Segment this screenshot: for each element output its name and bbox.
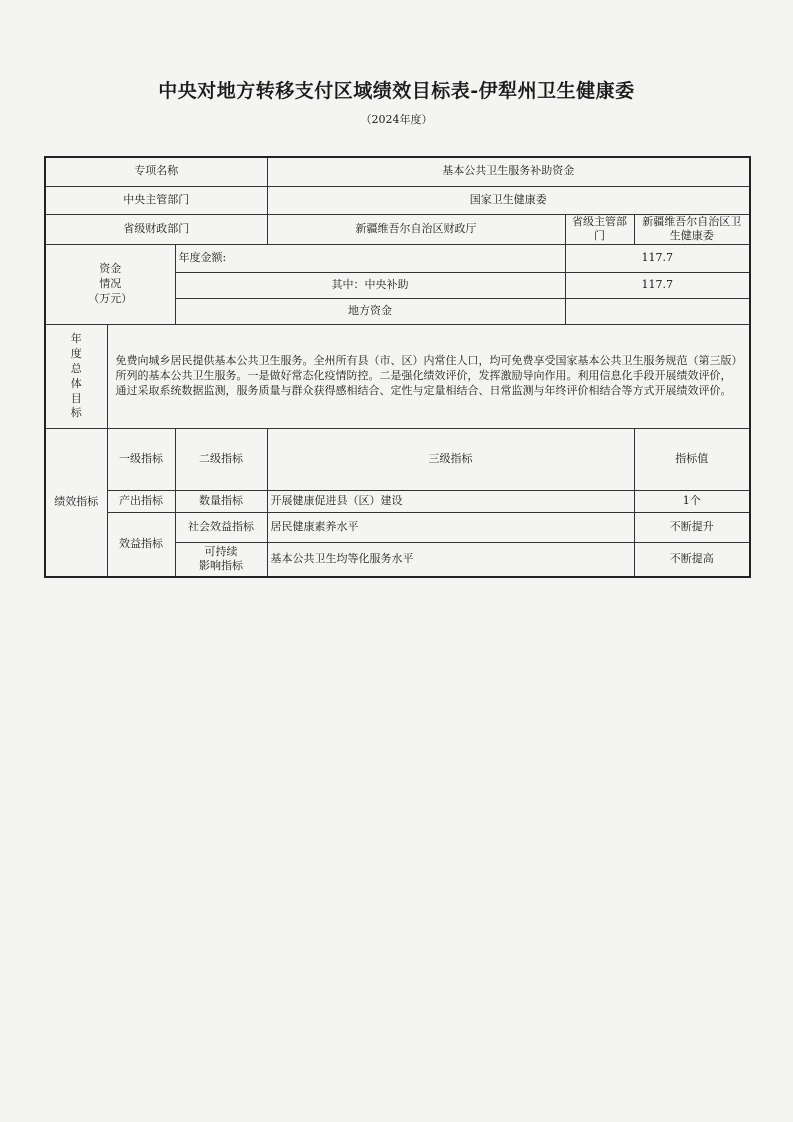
row-indicator-header xyxy=(45,429,750,491)
level2-cell: 数量指标 xyxy=(175,491,267,513)
objective-text: 免费向城乡居民提供基本公共卫生服务。全州所有县（市、区）内常住人口，均可免费享受国家基本公共卫生服务规范（第三版）所列的基本公共卫生服务。一是做好常态化疫情防控。二是强化绩效评价，发挥激励导向作用。利用信息化手段开展绩效评价，通过采取系统数据监测，服务质量与群众获得感相结合、定性与定量相结合、日常监测与年终评价相结合等方式开展绩效评价。 xyxy=(107,325,750,429)
level2-cell xyxy=(175,543,267,577)
value-cell: 不断提升 xyxy=(634,513,750,543)
objective-label-char: 总 xyxy=(70,361,82,375)
header-level3: 三级指标 xyxy=(267,429,634,491)
funds-label xyxy=(45,245,175,325)
project-name-label: 专项名称 xyxy=(45,157,267,186)
project-name-value: 基本公共卫生服务补助资金 xyxy=(267,157,750,186)
row-project-name xyxy=(45,157,750,186)
local-funds-value xyxy=(565,299,750,325)
level3-cell: 居民健康素养水平 xyxy=(267,513,634,543)
annual-amount-label: 年度金额: xyxy=(175,245,565,273)
indicator-row-social-benefit xyxy=(45,513,750,543)
level1-cell: 效益指标 xyxy=(107,513,175,577)
objective-label-char: 目 xyxy=(70,391,82,405)
prov-finance-label: 省级财政部门 xyxy=(45,214,267,245)
header-value: 指标值 xyxy=(634,429,750,491)
funds-label-line-1: 资金 xyxy=(99,262,122,276)
annual-amount-value: 117.7 xyxy=(565,245,750,273)
funds-label-line-3: （万元） xyxy=(88,292,133,306)
level2-line-1: 可持续 xyxy=(204,544,238,558)
performance-target-table xyxy=(44,156,751,578)
value-cell: 不断提高 xyxy=(634,543,750,577)
row-provincial-depts xyxy=(45,214,750,245)
indicator-row-output xyxy=(45,491,750,513)
header-level2: 二级指标 xyxy=(175,429,267,491)
performance-indicators-label: 绩效指标 xyxy=(45,429,107,577)
central-subsidy-value: 117.7 xyxy=(565,273,750,299)
header-level1: 一级指标 xyxy=(107,429,175,491)
level3-cell: 开展健康促进县（区）建设 xyxy=(267,491,634,513)
local-funds-label: 地方资金 xyxy=(175,299,565,325)
year-label: （2024年度） xyxy=(360,113,433,126)
objective-label-char: 体 xyxy=(70,376,82,390)
level1-cell: 产出指标 xyxy=(107,491,175,513)
value-cell: 1个 xyxy=(634,491,750,513)
central-subsidy-label: 其中：中央补助 xyxy=(175,273,565,299)
prov-dept-label: 省级主管部门 xyxy=(565,214,634,245)
funds-label-line-2: 情况 xyxy=(99,277,122,291)
level2-line-2: 影响指标 xyxy=(199,559,244,573)
row-overall-objective xyxy=(45,325,750,429)
level2-cell: 社会效益指标 xyxy=(175,513,267,543)
central-dept-label: 中央主管部门 xyxy=(45,186,267,214)
prov-dept-value: 新疆维吾尔自治区卫生健康委 xyxy=(634,214,750,245)
prov-finance-value: 新疆维吾尔自治区财政厅 xyxy=(267,214,565,245)
objective-label-char: 标 xyxy=(70,406,82,420)
central-dept-value: 国家卫生健康委 xyxy=(267,186,750,214)
row-annual-amount xyxy=(45,245,750,273)
row-central-dept xyxy=(45,186,750,214)
level3-cell: 基本公共卫生均等化服务水平 xyxy=(267,543,634,577)
page-title: 中央对地方转移支付区域绩效目标表-伊犁州卫生健康委 xyxy=(158,80,635,102)
objective-label-char: 度 xyxy=(70,347,82,360)
objective-label xyxy=(45,325,107,429)
objective-label-char: 年 xyxy=(70,332,82,346)
